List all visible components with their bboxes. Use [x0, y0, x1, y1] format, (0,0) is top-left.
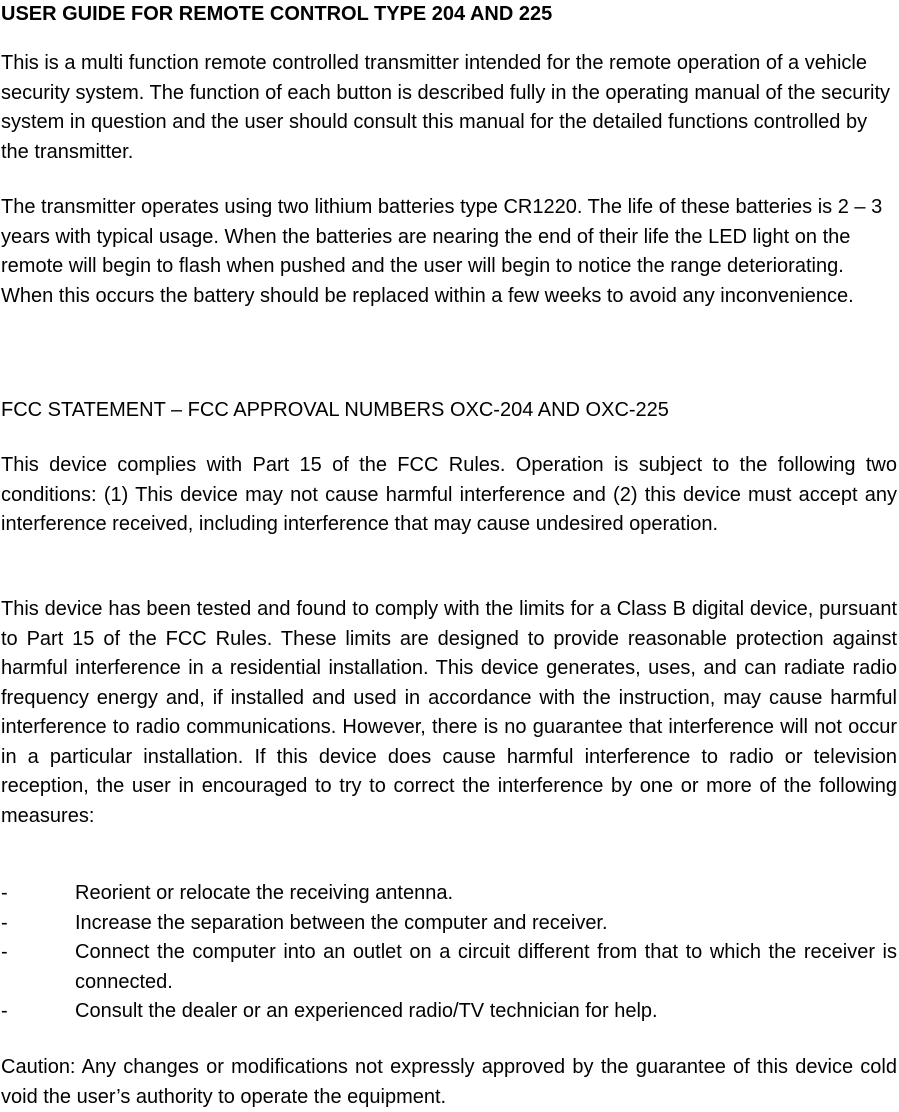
fcc-compliance-paragraph: This device complies with Part 15 of the FCC Rules. Operation is subject to the following two conditions: (1) This device may not cause harmful interference and (2) this device must accept any interference received, including interference that may cause undesired operation.: [1, 454, 897, 535]
list-bullet: -: [1, 911, 8, 934]
list-item-text: Increase the separation between the computer and receiver.: [75, 911, 608, 934]
list-bullet: -: [1, 1000, 8, 1022]
fcc-class-b-paragraph: This device has been tested and found to comply with the limits for a Class B digital device, pursuant to Part 15 of the FCC Rules. These limits are designed to provide reasonable protection against harmful interference in a residential installation. This device generates, uses, and can radiate radio frequency energy and, if installed and used in accordance with the instruction, may cause harmful interference to radio communications. However, there is no guarantee that interference will not occur in a particular installation. If this device does cause harmful interference to radio or television reception, the user in encouraged to try to correct the interference by one or more of the following measures:: [1, 598, 897, 827]
caution-paragraph: Caution: Any changes or modifications not expressly approved by the guarantee of this device cold void the user’s authority to operate the equipment.: [1, 1056, 897, 1108]
list-item: [1, 879, 897, 909]
list-item-text: Consult the dealer or an experienced radio/TV technician for help.: [75, 1000, 658, 1022]
list-item-text: Reorient or relocate the receiving antenna.: [75, 882, 454, 904]
list-item: [1, 938, 897, 997]
list-bullet: -: [1, 941, 8, 963]
document-title: USER GUIDE FOR REMOTE CONTROL TYPE 204 AND 225: [1, 3, 553, 25]
list-item: [1, 909, 897, 939]
list-item-text: Connect the computer into an outlet on a circuit different from that to which the receiver is connected.: [75, 941, 897, 993]
battery-paragraph: The transmitter operates using two lithium batteries type CR1220. The life of these batteries is 2 – 3 years with typical usage. When the batteries are nearing the end of their life the LED light on the remote will begin to flash when pushed and the user will begin to notice the range deteriorating. When this occurs the battery should be replaced within a few weeks to avoid any inconvenience.: [1, 196, 883, 307]
measures-list: [1, 879, 897, 1027]
intro-paragraph: This is a multi function remote controlled transmitter intended for the remote operation of a vehicle security system. The function of each button is described fully in the operating manual of the security system in question and the user should consult this manual for the detailed functions controlled by the transmitter.: [1, 52, 890, 163]
list-bullet: -: [1, 882, 8, 904]
fcc-statement-heading: FCC STATEMENT – FCC APPROVAL NUMBERS OXC-204 AND OXC-225: [1, 399, 669, 421]
list-item: [1, 997, 897, 1027]
